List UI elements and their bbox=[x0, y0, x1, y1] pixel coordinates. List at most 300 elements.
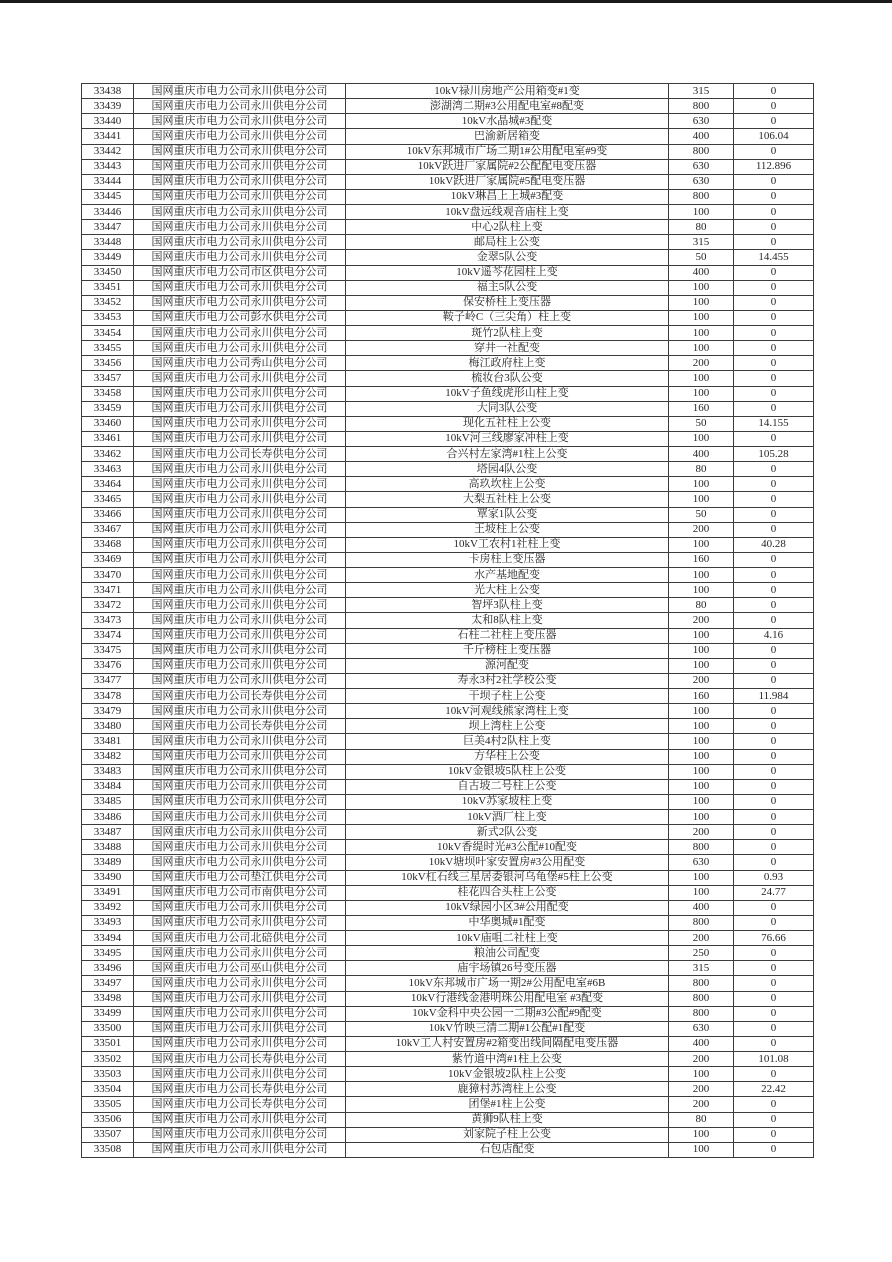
serial-cell: 33489 bbox=[82, 855, 134, 870]
company-cell: 国网重庆市电力公司永川供电分公司 bbox=[134, 1127, 346, 1142]
serial-cell: 33443 bbox=[82, 159, 134, 174]
reading-cell: 0 bbox=[734, 900, 814, 915]
company-cell: 国网重庆市电力公司永川供电分公司 bbox=[134, 341, 346, 356]
station-cell: 中华奥城#1配变 bbox=[346, 915, 669, 930]
station-cell: 10kV河观线熊家湾柱上变 bbox=[346, 704, 669, 719]
station-cell: 紫竹道中湾#1柱上公变 bbox=[346, 1052, 669, 1067]
capacity-cell: 80 bbox=[669, 462, 734, 477]
reading-cell: 0 bbox=[734, 341, 814, 356]
capacity-cell: 200 bbox=[669, 613, 734, 628]
reading-cell: 0 bbox=[734, 522, 814, 537]
serial-cell: 33477 bbox=[82, 673, 134, 688]
table-row bbox=[82, 915, 814, 930]
capacity-cell: 80 bbox=[669, 1112, 734, 1127]
serial-cell: 33440 bbox=[82, 114, 134, 129]
reading-cell: 0 bbox=[734, 673, 814, 688]
company-cell: 国网重庆市电力公司永川供电分公司 bbox=[134, 598, 346, 613]
capacity-cell: 400 bbox=[669, 265, 734, 280]
company-cell: 国网重庆市电力公司永川供电分公司 bbox=[134, 220, 346, 235]
station-cell: 庙宇场镇26号变压器 bbox=[346, 961, 669, 976]
station-cell: 塔园4队公变 bbox=[346, 462, 669, 477]
reading-cell: 0 bbox=[734, 205, 814, 220]
station-cell: 澎湖湾二期#3公用配电室#8配变 bbox=[346, 99, 669, 114]
table-row bbox=[82, 976, 814, 991]
table-row bbox=[82, 326, 814, 341]
company-cell: 国网重庆市电力公司长寿供电分公司 bbox=[134, 1097, 346, 1112]
company-cell: 国网重庆市电力公司永川供电分公司 bbox=[134, 840, 346, 855]
company-cell: 国网重庆市电力公司永川供电分公司 bbox=[134, 1067, 346, 1082]
serial-cell: 33445 bbox=[82, 189, 134, 204]
table-row bbox=[82, 189, 814, 204]
company-cell: 国网重庆市电力公司永川供电分公司 bbox=[134, 144, 346, 159]
company-cell: 国网重庆市电力公司永川供电分公司 bbox=[134, 704, 346, 719]
reading-cell: 0 bbox=[734, 174, 814, 189]
page-top-border bbox=[0, 0, 892, 3]
serial-cell: 33476 bbox=[82, 658, 134, 673]
table-row bbox=[82, 1036, 814, 1051]
station-cell: 桂花四合头柱上公变 bbox=[346, 885, 669, 900]
reading-cell: 0 bbox=[734, 810, 814, 825]
station-cell: 10kV绿园小区3#公用配变 bbox=[346, 900, 669, 915]
company-cell: 国网重庆市电力公司永川供电分公司 bbox=[134, 99, 346, 114]
capacity-cell: 100 bbox=[669, 1067, 734, 1082]
serial-cell: 33459 bbox=[82, 401, 134, 416]
capacity-cell: 200 bbox=[669, 522, 734, 537]
serial-cell: 33468 bbox=[82, 537, 134, 552]
reading-cell: 0 bbox=[734, 220, 814, 235]
table-row bbox=[82, 537, 814, 552]
table-row bbox=[82, 734, 814, 749]
capacity-cell: 100 bbox=[669, 386, 734, 401]
capacity-cell: 100 bbox=[669, 431, 734, 446]
company-cell: 国网重庆市电力公司永川供电分公司 bbox=[134, 416, 346, 431]
table-row bbox=[82, 1021, 814, 1036]
company-cell: 国网重庆市电力公司永川供电分公司 bbox=[134, 810, 346, 825]
station-cell: 卡房柱上变压器 bbox=[346, 552, 669, 567]
company-cell: 国网重庆市电力公司永川供电分公司 bbox=[134, 507, 346, 522]
station-cell: 光大柱上公变 bbox=[346, 583, 669, 598]
station-cell: 10kV东邦城市广场一期2#公用配电室#6B bbox=[346, 976, 669, 991]
capacity-cell: 100 bbox=[669, 704, 734, 719]
reading-cell: 0 bbox=[734, 1112, 814, 1127]
table-row bbox=[82, 416, 814, 431]
station-cell: 10kV竹映三清二期#1公配#1配变 bbox=[346, 1021, 669, 1036]
serial-cell: 33485 bbox=[82, 794, 134, 809]
capacity-cell: 400 bbox=[669, 447, 734, 462]
serial-cell: 33473 bbox=[82, 613, 134, 628]
station-cell: 覃家1队公变 bbox=[346, 507, 669, 522]
station-cell: 10kV工农村1社柱上变 bbox=[346, 537, 669, 552]
company-cell: 国网重庆市电力公司长寿供电分公司 bbox=[134, 689, 346, 704]
station-cell: 自古坡二号柱上公变 bbox=[346, 779, 669, 794]
reading-cell: 14.155 bbox=[734, 416, 814, 431]
serial-cell: 33451 bbox=[82, 280, 134, 295]
reading-cell: 0 bbox=[734, 371, 814, 386]
company-cell: 国网重庆市电力公司永川供电分公司 bbox=[134, 522, 346, 537]
serial-cell: 33446 bbox=[82, 205, 134, 220]
capacity-cell: 800 bbox=[669, 189, 734, 204]
station-cell: 智坪3队柱上变 bbox=[346, 598, 669, 613]
reading-cell: 0 bbox=[734, 431, 814, 446]
capacity-cell: 100 bbox=[669, 568, 734, 583]
serial-cell: 33442 bbox=[82, 144, 134, 159]
reading-cell: 0 bbox=[734, 1006, 814, 1021]
capacity-cell: 200 bbox=[669, 673, 734, 688]
capacity-cell: 800 bbox=[669, 144, 734, 159]
serial-cell: 33438 bbox=[82, 84, 134, 99]
station-cell: 10kV行港线金港明珠公用配电室 #3配变 bbox=[346, 991, 669, 1006]
serial-cell: 33505 bbox=[82, 1097, 134, 1112]
reading-cell: 0 bbox=[734, 1142, 814, 1157]
capacity-cell: 315 bbox=[669, 235, 734, 250]
reading-cell: 0 bbox=[734, 946, 814, 961]
company-cell: 国网重庆市电力公司永川供电分公司 bbox=[134, 401, 346, 416]
company-cell: 国网重庆市电力公司长寿供电分公司 bbox=[134, 719, 346, 734]
reading-cell: 0 bbox=[734, 1127, 814, 1142]
capacity-cell: 630 bbox=[669, 855, 734, 870]
capacity-cell: 160 bbox=[669, 689, 734, 704]
table-row bbox=[82, 159, 814, 174]
serial-cell: 33502 bbox=[82, 1052, 134, 1067]
transformer-capacity-table bbox=[81, 83, 814, 1158]
company-cell: 国网重庆市电力公司永川供电分公司 bbox=[134, 976, 346, 991]
table-row bbox=[82, 477, 814, 492]
station-cell: 梅江政府柱上变 bbox=[346, 356, 669, 371]
table-row bbox=[82, 825, 814, 840]
serial-cell: 33448 bbox=[82, 235, 134, 250]
capacity-cell: 100 bbox=[669, 477, 734, 492]
reading-cell: 0 bbox=[734, 265, 814, 280]
reading-cell: 0 bbox=[734, 1097, 814, 1112]
station-cell: 合兴村左家湾#1柱上公变 bbox=[346, 447, 669, 462]
company-cell: 国网重庆市电力公司永川供电分公司 bbox=[134, 492, 346, 507]
table-row bbox=[82, 1082, 814, 1097]
serial-cell: 33466 bbox=[82, 507, 134, 522]
capacity-cell: 50 bbox=[669, 250, 734, 265]
company-cell: 国网重庆市电力公司永川供电分公司 bbox=[134, 159, 346, 174]
capacity-cell: 800 bbox=[669, 99, 734, 114]
company-cell: 国网重庆市电力公司垫江供电分公司 bbox=[134, 870, 346, 885]
station-cell: 10kV跃进厂家属院#5配电变压器 bbox=[346, 174, 669, 189]
station-cell: 10kV水晶城#3配变 bbox=[346, 114, 669, 129]
station-cell: 巨美4村2队柱上变 bbox=[346, 734, 669, 749]
capacity-cell: 100 bbox=[669, 885, 734, 900]
company-cell: 国网重庆市电力公司市南供电分公司 bbox=[134, 885, 346, 900]
reading-cell: 106.04 bbox=[734, 129, 814, 144]
company-cell: 国网重庆市电力公司永川供电分公司 bbox=[134, 658, 346, 673]
station-cell: 巴渝新居箱变 bbox=[346, 129, 669, 144]
capacity-cell: 100 bbox=[669, 749, 734, 764]
reading-cell: 0 bbox=[734, 189, 814, 204]
capacity-cell: 160 bbox=[669, 401, 734, 416]
reading-cell: 0 bbox=[734, 280, 814, 295]
reading-cell: 0 bbox=[734, 704, 814, 719]
reading-cell: 0 bbox=[734, 764, 814, 779]
reading-cell: 0 bbox=[734, 492, 814, 507]
serial-cell: 33507 bbox=[82, 1127, 134, 1142]
capacity-cell: 315 bbox=[669, 961, 734, 976]
serial-cell: 33496 bbox=[82, 961, 134, 976]
table-row bbox=[82, 598, 814, 613]
station-cell: 水产基地配变 bbox=[346, 568, 669, 583]
station-cell: 福主5队公变 bbox=[346, 280, 669, 295]
capacity-cell: 400 bbox=[669, 129, 734, 144]
table-row bbox=[82, 129, 814, 144]
table-row bbox=[82, 855, 814, 870]
serial-cell: 33471 bbox=[82, 583, 134, 598]
capacity-cell: 800 bbox=[669, 840, 734, 855]
station-cell: 大梨五社柱上公变 bbox=[346, 492, 669, 507]
serial-cell: 33474 bbox=[82, 628, 134, 643]
capacity-cell: 200 bbox=[669, 1082, 734, 1097]
reading-cell: 0 bbox=[734, 794, 814, 809]
company-cell: 国网重庆市电力公司永川供电分公司 bbox=[134, 628, 346, 643]
table-row bbox=[82, 1142, 814, 1157]
company-cell: 国网重庆市电力公司永川供电分公司 bbox=[134, 295, 346, 310]
station-cell: 寿永3村2社学校公变 bbox=[346, 673, 669, 688]
table-row bbox=[82, 613, 814, 628]
station-cell: 黄狮9队柱上变 bbox=[346, 1112, 669, 1127]
company-cell: 国网重庆市电力公司永川供电分公司 bbox=[134, 189, 346, 204]
reading-cell: 0 bbox=[734, 356, 814, 371]
station-cell: 10kV金银坡2队柱上公变 bbox=[346, 1067, 669, 1082]
company-cell: 国网重庆市电力公司永川供电分公司 bbox=[134, 462, 346, 477]
serial-cell: 33480 bbox=[82, 719, 134, 734]
station-cell: 保安桥柱上变压器 bbox=[346, 295, 669, 310]
station-cell: 源河配变 bbox=[346, 658, 669, 673]
station-cell: 方华柱上公变 bbox=[346, 749, 669, 764]
table-row bbox=[82, 658, 814, 673]
table-row bbox=[82, 931, 814, 946]
station-cell: 10kV香缇时光#3公配#10配变 bbox=[346, 840, 669, 855]
capacity-cell: 250 bbox=[669, 946, 734, 961]
station-cell: 10kV河三线廖家冲柱上变 bbox=[346, 431, 669, 446]
company-cell: 国网重庆市电力公司永川供电分公司 bbox=[134, 371, 346, 386]
table-row bbox=[82, 689, 814, 704]
station-cell: 王坡柱上公变 bbox=[346, 522, 669, 537]
reading-cell: 0 bbox=[734, 326, 814, 341]
station-cell: 10kV塘坝叶家安置房#3公用配变 bbox=[346, 855, 669, 870]
serial-cell: 33508 bbox=[82, 1142, 134, 1157]
table-row bbox=[82, 810, 814, 825]
station-cell: 10kV酒厂柱上变 bbox=[346, 810, 669, 825]
serial-cell: 33498 bbox=[82, 991, 134, 1006]
serial-cell: 33462 bbox=[82, 447, 134, 462]
capacity-cell: 50 bbox=[669, 416, 734, 431]
table-row bbox=[82, 1067, 814, 1082]
table-row bbox=[82, 220, 814, 235]
reading-cell: 0 bbox=[734, 401, 814, 416]
table-row bbox=[82, 749, 814, 764]
serial-cell: 33501 bbox=[82, 1036, 134, 1051]
table-row bbox=[82, 401, 814, 416]
company-cell: 国网重庆市电力公司永川供电分公司 bbox=[134, 855, 346, 870]
reading-cell: 0 bbox=[734, 961, 814, 976]
reading-cell: 0 bbox=[734, 915, 814, 930]
station-cell: 穿井一社配变 bbox=[346, 341, 669, 356]
reading-cell: 0 bbox=[734, 598, 814, 613]
company-cell: 国网重庆市电力公司永川供电分公司 bbox=[134, 552, 346, 567]
company-cell: 国网重庆市电力公司永川供电分公司 bbox=[134, 825, 346, 840]
table-row bbox=[82, 719, 814, 734]
capacity-cell: 100 bbox=[669, 1142, 734, 1157]
reading-cell: 0 bbox=[734, 976, 814, 991]
capacity-cell: 200 bbox=[669, 356, 734, 371]
capacity-cell: 800 bbox=[669, 915, 734, 930]
serial-cell: 33461 bbox=[82, 431, 134, 446]
serial-cell: 33444 bbox=[82, 174, 134, 189]
reading-cell: 0 bbox=[734, 568, 814, 583]
reading-cell: 0 bbox=[734, 825, 814, 840]
reading-cell: 0 bbox=[734, 643, 814, 658]
company-cell: 国网重庆市电力公司永川供电分公司 bbox=[134, 643, 346, 658]
capacity-cell: 200 bbox=[669, 1052, 734, 1067]
company-cell: 国网重庆市电力公司长寿供电分公司 bbox=[134, 1052, 346, 1067]
serial-cell: 33463 bbox=[82, 462, 134, 477]
reading-cell: 105.28 bbox=[734, 447, 814, 462]
station-cell: 10kV庙咀二社柱上变 bbox=[346, 931, 669, 946]
table-row bbox=[82, 704, 814, 719]
capacity-cell: 100 bbox=[669, 205, 734, 220]
table-row bbox=[82, 794, 814, 809]
company-cell: 国网重庆市电力公司北碚供电分公司 bbox=[134, 931, 346, 946]
table-row bbox=[82, 840, 814, 855]
reading-cell: 24.77 bbox=[734, 885, 814, 900]
serial-cell: 33457 bbox=[82, 371, 134, 386]
serial-cell: 33491 bbox=[82, 885, 134, 900]
serial-cell: 33481 bbox=[82, 734, 134, 749]
reading-cell: 101.08 bbox=[734, 1052, 814, 1067]
reading-cell: 0 bbox=[734, 310, 814, 325]
reading-cell: 0 bbox=[734, 99, 814, 114]
station-cell: 邮局柱上公变 bbox=[346, 235, 669, 250]
serial-cell: 33488 bbox=[82, 840, 134, 855]
reading-cell: 11.984 bbox=[734, 689, 814, 704]
reading-cell: 112.896 bbox=[734, 159, 814, 174]
table-row bbox=[82, 205, 814, 220]
reading-cell: 0 bbox=[734, 779, 814, 794]
table-row bbox=[82, 764, 814, 779]
company-cell: 国网重庆市电力公司永川供电分公司 bbox=[134, 114, 346, 129]
table-row bbox=[82, 1006, 814, 1021]
serial-cell: 33506 bbox=[82, 1112, 134, 1127]
reading-cell: 0 bbox=[734, 114, 814, 129]
company-cell: 国网重庆市电力公司永川供电分公司 bbox=[134, 613, 346, 628]
table-row bbox=[82, 99, 814, 114]
station-cell: 10kV遥芩花园柱上变 bbox=[346, 265, 669, 280]
capacity-cell: 100 bbox=[669, 658, 734, 673]
table-row bbox=[82, 280, 814, 295]
table-row bbox=[82, 1097, 814, 1112]
table-row bbox=[82, 144, 814, 159]
serial-cell: 33470 bbox=[82, 568, 134, 583]
reading-cell: 4.16 bbox=[734, 628, 814, 643]
table-row bbox=[82, 583, 814, 598]
company-cell: 国网重庆市电力公司秀山供电分公司 bbox=[134, 356, 346, 371]
station-cell: 梳妆台3队公变 bbox=[346, 371, 669, 386]
company-cell: 国网重庆市电力公司长寿供电分公司 bbox=[134, 1082, 346, 1097]
company-cell: 国网重庆市电力公司永川供电分公司 bbox=[134, 537, 346, 552]
station-cell: 中心2队柱上变 bbox=[346, 220, 669, 235]
table-row bbox=[82, 462, 814, 477]
company-cell: 国网重庆市电力公司永川供电分公司 bbox=[134, 205, 346, 220]
serial-cell: 33450 bbox=[82, 265, 134, 280]
serial-cell: 33465 bbox=[82, 492, 134, 507]
company-cell: 国网重庆市电力公司长寿供电分公司 bbox=[134, 447, 346, 462]
serial-cell: 33503 bbox=[82, 1067, 134, 1082]
reading-cell: 0 bbox=[734, 719, 814, 734]
table-row bbox=[82, 673, 814, 688]
station-cell: 千斤榜柱上变压器 bbox=[346, 643, 669, 658]
serial-cell: 33497 bbox=[82, 976, 134, 991]
company-cell: 国网重庆市电力公司永川供电分公司 bbox=[134, 1021, 346, 1036]
capacity-cell: 100 bbox=[669, 492, 734, 507]
table-row bbox=[82, 1112, 814, 1127]
serial-cell: 33494 bbox=[82, 931, 134, 946]
table-row bbox=[82, 356, 814, 371]
table-row bbox=[82, 946, 814, 961]
reading-cell: 0 bbox=[734, 734, 814, 749]
capacity-cell: 100 bbox=[669, 583, 734, 598]
serial-cell: 33458 bbox=[82, 386, 134, 401]
capacity-cell: 800 bbox=[669, 991, 734, 1006]
serial-cell: 33490 bbox=[82, 870, 134, 885]
station-cell: 斑竹2队柱上变 bbox=[346, 326, 669, 341]
company-cell: 国网重庆市电力公司市区供电分公司 bbox=[134, 265, 346, 280]
station-cell: 太和8队柱上变 bbox=[346, 613, 669, 628]
station-cell: 鹿獐村苏湾柱上公变 bbox=[346, 1082, 669, 1097]
serial-cell: 33460 bbox=[82, 416, 134, 431]
company-cell: 国网重庆市电力公司永川供电分公司 bbox=[134, 1142, 346, 1157]
serial-cell: 33478 bbox=[82, 689, 134, 704]
serial-cell: 33484 bbox=[82, 779, 134, 794]
table-row bbox=[82, 628, 814, 643]
company-cell: 国网重庆市电力公司永川供电分公司 bbox=[134, 568, 346, 583]
station-cell: 高玖坎柱上公变 bbox=[346, 477, 669, 492]
serial-cell: 33439 bbox=[82, 99, 134, 114]
company-cell: 国网重庆市电力公司永川供电分公司 bbox=[134, 174, 346, 189]
capacity-cell: 630 bbox=[669, 159, 734, 174]
reading-cell: 0 bbox=[734, 1036, 814, 1051]
company-cell: 国网重庆市电力公司永川供电分公司 bbox=[134, 280, 346, 295]
serial-cell: 33454 bbox=[82, 326, 134, 341]
table-row bbox=[82, 341, 814, 356]
reading-cell: 0 bbox=[734, 507, 814, 522]
reading-cell: 0 bbox=[734, 658, 814, 673]
company-cell: 国网重庆市电力公司彭水供电分公司 bbox=[134, 310, 346, 325]
reading-cell: 0.93 bbox=[734, 870, 814, 885]
capacity-cell: 800 bbox=[669, 1006, 734, 1021]
serial-cell: 33456 bbox=[82, 356, 134, 371]
table-row bbox=[82, 522, 814, 537]
reading-cell: 40.28 bbox=[734, 537, 814, 552]
serial-cell: 33487 bbox=[82, 825, 134, 840]
capacity-cell: 630 bbox=[669, 114, 734, 129]
serial-cell: 33455 bbox=[82, 341, 134, 356]
reading-cell: 0 bbox=[734, 295, 814, 310]
reading-cell: 0 bbox=[734, 1067, 814, 1082]
capacity-cell: 200 bbox=[669, 1097, 734, 1112]
company-cell: 国网重庆市电力公司永川供电分公司 bbox=[134, 673, 346, 688]
station-cell: 10kV杠石线三星居委银河乌龟堡#5柱上公变 bbox=[346, 870, 669, 885]
capacity-cell: 100 bbox=[669, 341, 734, 356]
company-cell: 国网重庆市电力公司永川供电分公司 bbox=[134, 477, 346, 492]
station-cell: 石包店配变 bbox=[346, 1142, 669, 1157]
table-row bbox=[82, 250, 814, 265]
table-row bbox=[82, 114, 814, 129]
station-cell: 鞍子岭C（三尖角）柱上变 bbox=[346, 310, 669, 325]
reading-cell: 0 bbox=[734, 235, 814, 250]
